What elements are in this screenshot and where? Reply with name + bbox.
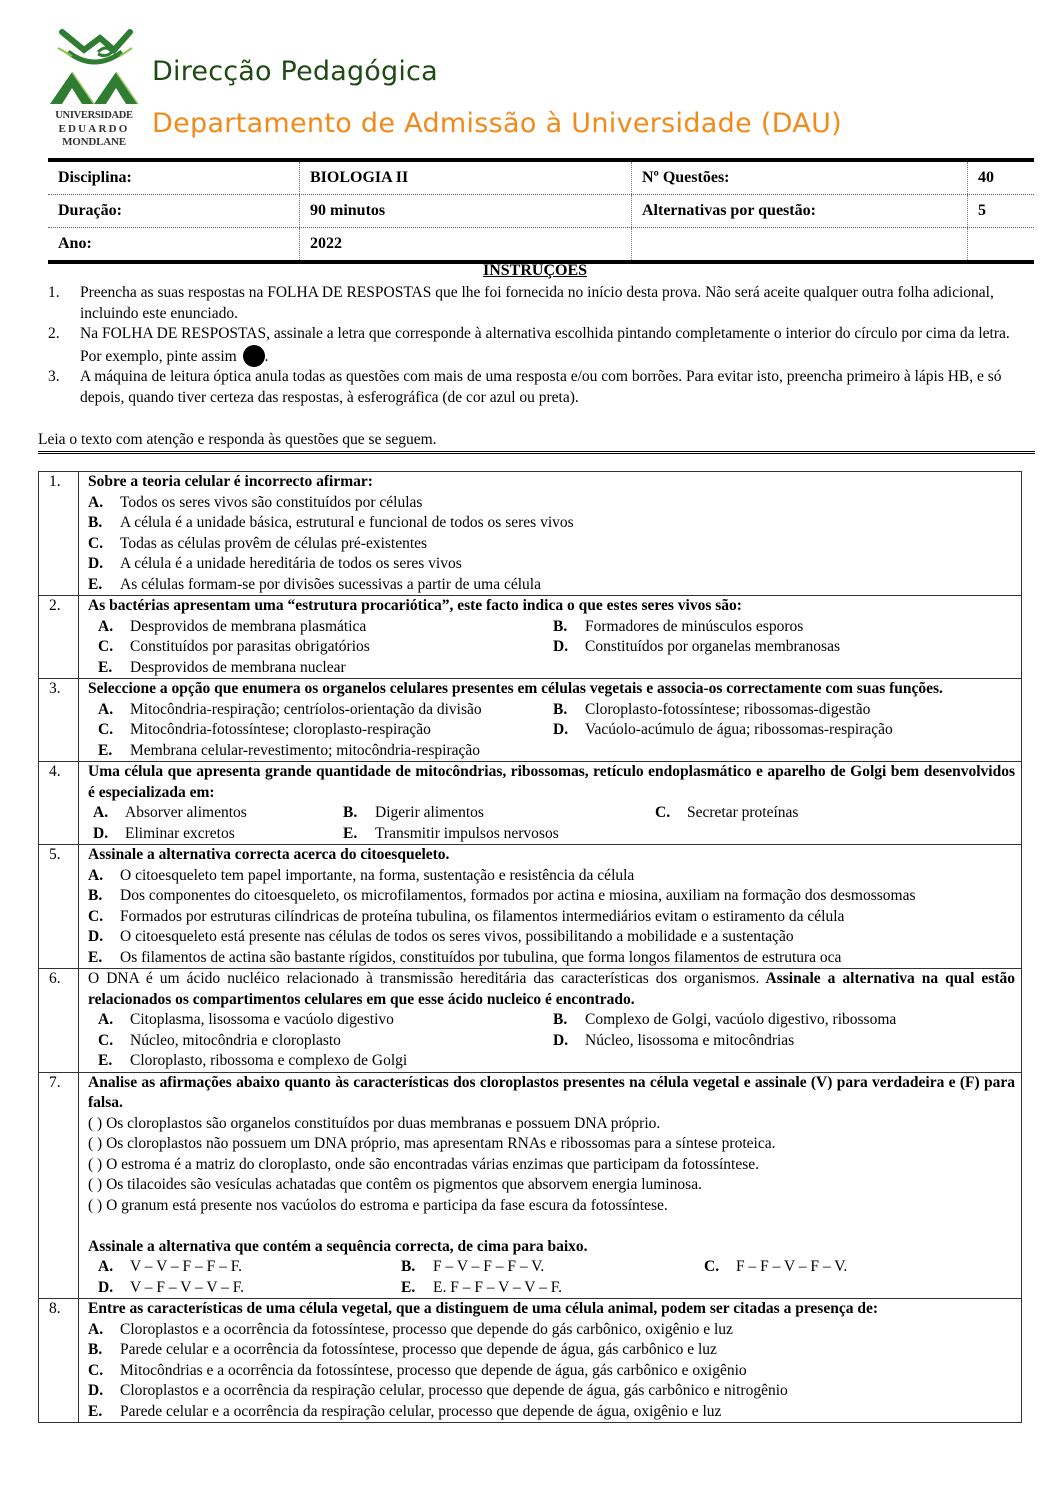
option-text: Constituídos por organelas membranosas [585, 638, 841, 655]
option-letter: C. [655, 804, 671, 821]
lead-text: Leia o texto com atenção e responda às questões que se seguem. [38, 431, 437, 448]
question-body [79, 679, 1021, 761]
question-number: 6. [39, 969, 79, 1072]
option [88, 575, 1015, 596]
option [401, 1278, 704, 1299]
option-text: Mitocôndrias e a ocorrência da fotossíntese, processo que depende de água, gás carbônico e oxigênio [120, 1361, 747, 1379]
option [98, 1010, 553, 1031]
option-text: Parede celular e a ocorrência da fotossíntese, processo que depende de água, gás carbônico e luz [120, 1341, 717, 1358]
option [88, 1381, 1015, 1402]
question-row [39, 968, 1021, 1072]
option [93, 824, 343, 845]
university-logo [48, 28, 140, 152]
option-letter: A. [98, 1011, 114, 1028]
option-letter: A. [88, 866, 104, 884]
option-text: As células formam-se por divisões sucessivas a partir de uma célula [120, 575, 541, 593]
instruction-number: 3. [48, 368, 60, 385]
options-grid [88, 617, 1015, 679]
option-letter: D. [88, 1382, 104, 1399]
option-text: Citoplasma, lisossoma e vacúolo digestivo [130, 1011, 394, 1028]
option-letter: C. [88, 534, 104, 552]
info-value: 5 [978, 202, 986, 219]
option [88, 1340, 1015, 1361]
option [88, 1320, 1015, 1341]
option-text: Dos componentes do citoesqueleto, os microfilamentos, formados por actina e miosina, auxiliam na formação dos desmossomas [120, 887, 916, 904]
info-label: Duração: [48, 195, 300, 227]
question-stem: Assinale a alternativa correcta acerca do citoesqueleto. [88, 846, 450, 863]
option [98, 1031, 553, 1052]
option [93, 803, 343, 824]
question-number: 1. [39, 472, 79, 595]
option-text: Digerir alimentos [375, 804, 484, 821]
option-letter: B. [343, 804, 358, 821]
info-value: 40 [978, 169, 994, 186]
option [401, 1257, 704, 1278]
option-letter: D. [98, 1278, 114, 1296]
option-text: A célula é a unidade básica, estrutural e funcional de todos os seres vivos [120, 514, 574, 531]
option-letter: E. [88, 1402, 103, 1420]
exam-info-table [48, 158, 1034, 264]
question-row [39, 761, 1021, 844]
question-body [79, 969, 1021, 1072]
option-letter: A. [98, 1258, 114, 1275]
instruction-text: Na FOLHA DE RESPOSTAS, assinale a letra que corresponde à alternativa escolhida pintando completamente o interior do círculo por cima da letra. Por exemplo, pinte assim [80, 325, 1010, 365]
option [88, 534, 1015, 555]
option [343, 803, 655, 824]
option-text: Núcleo, mitocôndria e cloroplasto [130, 1031, 341, 1049]
question-number: 5. [39, 845, 79, 968]
question-number: 2. [39, 596, 79, 678]
option-text: V – V – F – F – F. [130, 1258, 243, 1275]
logo-text-line: UNIVERSIDADE [55, 110, 133, 121]
question-body [79, 472, 1021, 595]
option [88, 927, 1015, 948]
option-text: O citoesqueleto tem papel importante, na forma, sustentação e resistência da célula [120, 866, 635, 884]
info-label: Nº Questões: [632, 162, 968, 194]
option [98, 637, 553, 658]
option [553, 617, 1015, 638]
instruction-item [48, 283, 1018, 324]
option-letter: C. [98, 638, 114, 655]
option-text: Vacúolo-acúmulo de água; ribossomas-respiração [585, 721, 893, 738]
option-letter: A. [98, 617, 114, 635]
instruction-text-wrap [80, 324, 1018, 367]
option [553, 1010, 1015, 1031]
option-text: Cloroplasto, ribossoma e complexo de Golgi [130, 1052, 408, 1069]
logo-text-line: MONDLANE [62, 136, 126, 148]
option-letter: B. [553, 1011, 568, 1028]
question-body [79, 1073, 1021, 1299]
option-letter: B. [88, 887, 103, 904]
spacer [88, 1216, 1015, 1237]
option-text: Transmitir impulsos nervosos [375, 824, 559, 842]
option-letter: B. [88, 1341, 103, 1358]
info-row [48, 227, 1034, 260]
question-number: 8. [39, 1299, 79, 1422]
question-body [79, 1299, 1021, 1422]
option-text: Eliminar excretos [125, 824, 235, 842]
option [98, 700, 553, 721]
option-text: Parede celular e a ocorrência da respiração celular, processo que depende de água, oxigênio e luz [120, 1402, 722, 1420]
option-text: Secretar proteínas [687, 804, 799, 821]
option-letter: D. [553, 638, 569, 655]
option-letter: B. [401, 1258, 416, 1275]
filled-circle-icon [243, 345, 265, 367]
option-letter: B. [553, 700, 568, 718]
statement: ( ) O estroma é a matriz do cloroplasto, onde são encontradas várias enzimas que participam da fotossíntese. [88, 1155, 760, 1173]
double-separator [38, 451, 1035, 454]
question-row [39, 472, 1021, 595]
question-row [39, 1298, 1021, 1422]
instruction-text: A máquina de leitura óptica anula todas as questões com mais de uma resposta e/ou com borrões. Para evitar isto, preencha primeiro à lápis HB, e só depois, quando tiver certeza das respostas, à esferográfica (de cor azul ou preta). [80, 368, 1002, 406]
option-letter: E. [98, 658, 113, 676]
option [98, 658, 553, 679]
option-text: Cloroplastos e a ocorrência da fotossíntese, processo que depende do gás carbônico, oxigênio e luz [120, 1320, 733, 1338]
option-text: O citoesqueleto está presente nas células de todos os seres vivos, possibilitando a mobilidade e a sustentação [120, 928, 794, 945]
option-letter: A. [88, 1320, 104, 1338]
questions-table [38, 471, 1022, 1423]
question-number: 7. [39, 1073, 79, 1299]
option-letter: C. [88, 1361, 104, 1379]
option [88, 513, 1015, 534]
info-row [48, 162, 1034, 194]
option-text: Cloroplasto-fotossíntese; ribossomas-digestão [585, 700, 871, 718]
option [88, 907, 1015, 928]
option-letter: E. [98, 741, 113, 759]
option-text: Membrana celular-revestimento; mitocôndria-respiração [130, 741, 481, 759]
option-text: Desprovidos de membrana nuclear [130, 658, 346, 676]
option-letter: B. [553, 617, 568, 635]
options-grid [88, 700, 1015, 762]
option-letter: C. [704, 1258, 720, 1275]
option [553, 637, 1015, 658]
question-body [79, 762, 1021, 844]
question-row [39, 595, 1021, 678]
option-text: Formadores de minúsculos esporos [585, 617, 804, 635]
option [88, 1361, 1015, 1382]
option-text: Complexo de Golgi, vacúolo digestivo, ribossoma [585, 1011, 897, 1028]
option [88, 493, 1015, 514]
option [98, 1278, 401, 1299]
instruction-number: 2. [48, 325, 60, 342]
info-value: BIOLOGIA II [300, 162, 632, 194]
question-stem: Sobre a teoria celular é incorrecto afirmar: [88, 473, 373, 490]
logo-text-line: EDUARDO [58, 123, 130, 135]
option-letter: B. [88, 514, 103, 531]
question-number: 4. [39, 762, 79, 844]
option [655, 803, 1015, 824]
statement: ( ) Os tilacoides são vesículas achatadas que contêm os pigmentos que absorvem energia luminosa. [88, 1176, 702, 1193]
option [98, 741, 553, 762]
question-row [39, 844, 1021, 968]
option-text: Formados por estruturas cilíndricas de proteína tubulina, os filamentos intermediários evitam o estiramento da célula [120, 907, 845, 925]
option-letter: A. [98, 700, 114, 718]
statement: ( ) O granum está presente nos vacúolos do estroma e participa da fase escura da fotossíntese. [88, 1196, 668, 1214]
option-text: Constituídos por parasitas obrigatórios [130, 638, 370, 655]
info-value: 2022 [300, 228, 632, 260]
question-body [79, 845, 1021, 968]
option [98, 1257, 401, 1278]
header-title-department: Departamento de Admissão à Universidade (DAU) [152, 108, 842, 139]
info-value [968, 228, 1034, 260]
question-stem-secondary: Assinale a alternativa que contém a sequência correcta, de cima para baixo. [88, 1237, 588, 1255]
info-label [632, 228, 968, 260]
option-letter: D. [88, 555, 104, 572]
question-stem: Uma célula que apresenta grande quantidade de mitocôndrias, ribossomas, retículo endoplasmático e aparelho de Golgi bem desenvolvidos é especializada em: [88, 763, 1015, 801]
info-label: Ano: [48, 228, 300, 260]
option [553, 1031, 1015, 1052]
option-letter: C. [98, 1031, 114, 1049]
option [88, 1402, 1015, 1423]
option-letter: E. [98, 1052, 113, 1069]
option-letter: E. [401, 1278, 416, 1296]
option-text: Mitocôndria-fotossíntese; cloroplasto-respiração [130, 721, 431, 738]
instructions-list [48, 283, 1018, 408]
options-grid [88, 803, 1015, 844]
option-letter: D. [553, 721, 569, 738]
option-text: Os filamentos de actina são bastante rígidos, constituídos por tubulina, que forma longos filamentos de estrutura oca [120, 948, 842, 966]
statement: ( ) Os cloroplastos são organelos constituídos por duas membranas e possuem DNA próprio. [88, 1114, 661, 1132]
option [98, 1051, 553, 1072]
options-grid [88, 1257, 1015, 1298]
info-label: Alternativas por questão: [632, 195, 968, 227]
instructions-title: INSTRUÇÕES [482, 262, 588, 279]
option-letter: D. [553, 1031, 569, 1049]
question-body [79, 596, 1021, 678]
question-stem: Seleccione a opção que enumera os organelos celulares presentes em células vegetais e associa-os correctamente com suas funções. [88, 680, 943, 697]
question-stem: Entre as características de uma célula vegetal, que a distinguem de uma célula animal, podem ser citadas a presença de: [88, 1300, 879, 1317]
question-row [39, 678, 1021, 761]
instruction-number: 1. [48, 284, 60, 301]
option [704, 1257, 1015, 1278]
option-letter: E. [343, 824, 358, 842]
question-context: O DNA é um ácido nucléico relacionado à transmissão hereditária das características dos organismos. [88, 970, 760, 987]
option-text: Mitocôndria-respiração; centríolos-orientação da divisão [130, 700, 482, 718]
info-label: Disciplina: [48, 162, 300, 194]
instruction-text: Preencha as suas respostas na FOLHA DE RESPOSTAS que lhe foi fornecida no início desta prova. Não será aceite qualquer outra folha adicional, incluindo este enunciado. [80, 284, 994, 322]
option [88, 886, 1015, 907]
option-text: F – V – F – F – V. [433, 1258, 545, 1275]
option-letter: A. [93, 804, 109, 821]
logo-emblem-icon [48, 28, 140, 108]
option [98, 720, 553, 741]
question-row [39, 1072, 1021, 1299]
option [88, 554, 1015, 575]
instruction-item [48, 324, 1018, 367]
option [553, 720, 1015, 741]
instruction-item [48, 367, 1018, 408]
option-letter: D. [93, 824, 109, 842]
question-number: 3. [39, 679, 79, 761]
option-text: F – F – V – F – V. [736, 1258, 848, 1275]
option-text: Núcleo, lisossoma e mitocôndrias [585, 1031, 795, 1049]
option-letter: D. [88, 928, 104, 945]
header-title-directorate: Direcção Pedagógica [152, 56, 438, 87]
question-stem: Analise as afirmações abaixo quanto às características dos cloroplastos presentes na célula vegetal e assinale (V) para verdadeira e (F) para falsa. [88, 1073, 1015, 1111]
question-stem: Assinale a alternativa na qual estão relacionados os compartimentos celulares em que esse ácido nucleico é encontrado. [88, 970, 1015, 1008]
question-stem-wrap [88, 969, 1015, 1010]
option-text: Cloroplastos e a ocorrência da respiração celular, processo que depende de água, gás carbônico e nitrogênio [120, 1382, 788, 1399]
option-text: Todos os seres vivos são constituídos por células [120, 493, 423, 511]
option-letter: A. [88, 493, 104, 511]
statement: ( ) Os cloroplastos não possuem um DNA próprio, mas apresentam RNAs e ribossomas para a síntese proteica. [88, 1135, 776, 1152]
option-text: Todas as células provêm de células pré-existentes [120, 534, 428, 552]
option-letter: E. [88, 575, 103, 593]
option-text: E. F – F – V – V – F. [433, 1278, 562, 1296]
option-text: Absorver alimentos [125, 804, 247, 821]
option [343, 824, 655, 845]
option-text: V – F – V – V – F. [130, 1278, 245, 1296]
option-letter: C. [88, 907, 104, 925]
option-letter: C. [98, 721, 114, 738]
question-stem: As bactérias apresentam uma “estrutura procariótica”, este facto indica o que estes seres vivos são: [88, 597, 742, 614]
info-row [48, 194, 1034, 227]
option [88, 948, 1015, 969]
option-letter: E. [88, 948, 103, 966]
option-text: Desprovidos de membrana plasmática [130, 617, 367, 635]
info-value: 90 minutos [300, 195, 632, 227]
options-grid [88, 1010, 1015, 1072]
option [553, 700, 1015, 721]
option-text: A célula é a unidade hereditária de todos os seres vivos [120, 555, 462, 572]
instruction-text-end: . [264, 347, 269, 365]
option [88, 866, 1015, 887]
option [98, 617, 553, 638]
